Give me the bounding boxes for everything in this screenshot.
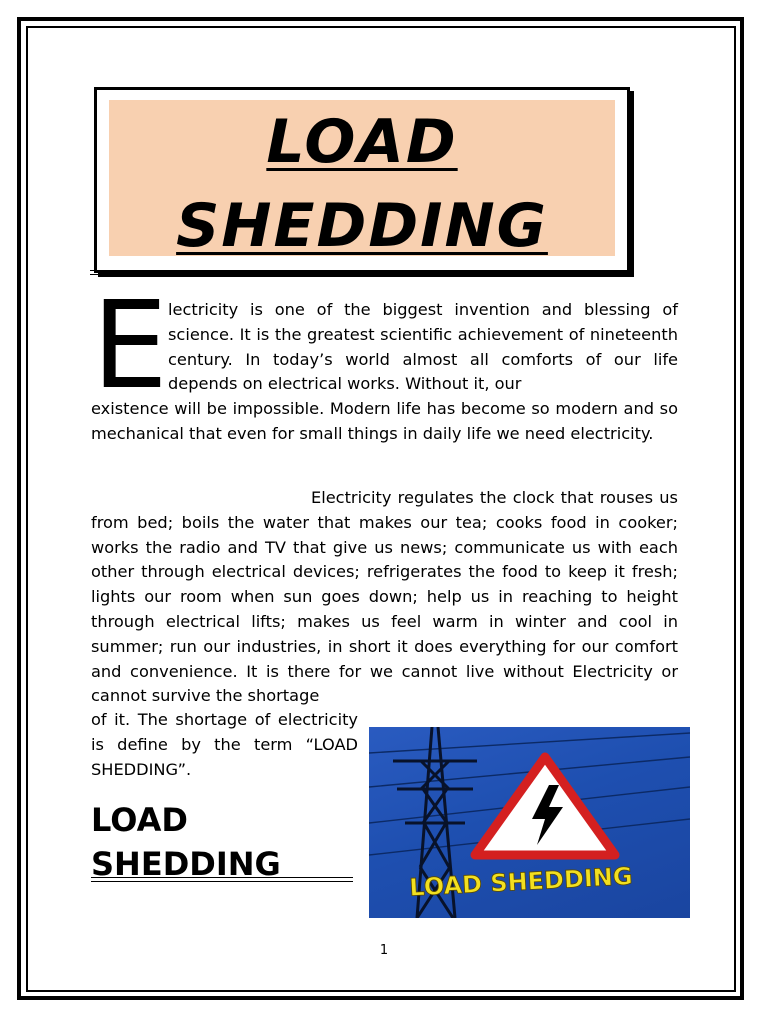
page-number: 1 <box>379 943 389 958</box>
section-heading-line-2: SHEDDING <box>91 845 281 883</box>
sign-text: LOAD SHEDDING <box>408 862 634 902</box>
heading-rule-top <box>91 877 353 878</box>
paragraph-2 <box>91 486 678 709</box>
title-box <box>94 87 630 273</box>
paragraph-2-text: Electricity regulates the clock that rouses us from bed; boils the water that makes our tea; cooks food in cooker; works the radio and TV that give us news; communicate us with each other through electrical devices; refrigerates the food to keep it fresh; lights our room when sun goes down; help us in reaching to height through electrical lifts; makes us feel warm in winter and cool in summer; run our industries, in short it does everything for our comfort and convenience. It is there for we cannot live without Electricity or cannot survive the shortage <box>91 488 678 706</box>
title-rule-top <box>90 270 420 271</box>
section-heading <box>91 798 281 886</box>
paragraph-3: of it. The shortage of electricity is define by the term “LOAD SHEDDING”. <box>91 710 358 779</box>
title-line-2: SHEDDING <box>176 191 548 261</box>
drop-cap: E <box>92 277 168 416</box>
load-shedding-image <box>369 727 690 918</box>
title-rule-bottom <box>90 274 420 275</box>
heading-rule-bottom <box>91 881 353 882</box>
paragraph-1-continued: existence will be impossible. Modern life has become so modern and so mechanical that even for small things in daily life we need electricity. <box>91 399 678 443</box>
paragraph-1-wrapped: lectricity is one of the biggest invention and blessing of science. It is the greatest scientific achievement of nineteenth century. In today’s world almost all comforts of our life depends on electrical works. Without it, our <box>168 300 678 394</box>
page-title <box>97 100 627 268</box>
load-shedding-illustration <box>369 727 690 918</box>
section-heading-line-1: LOAD <box>91 801 188 839</box>
title-line-1: LOAD <box>266 107 458 177</box>
